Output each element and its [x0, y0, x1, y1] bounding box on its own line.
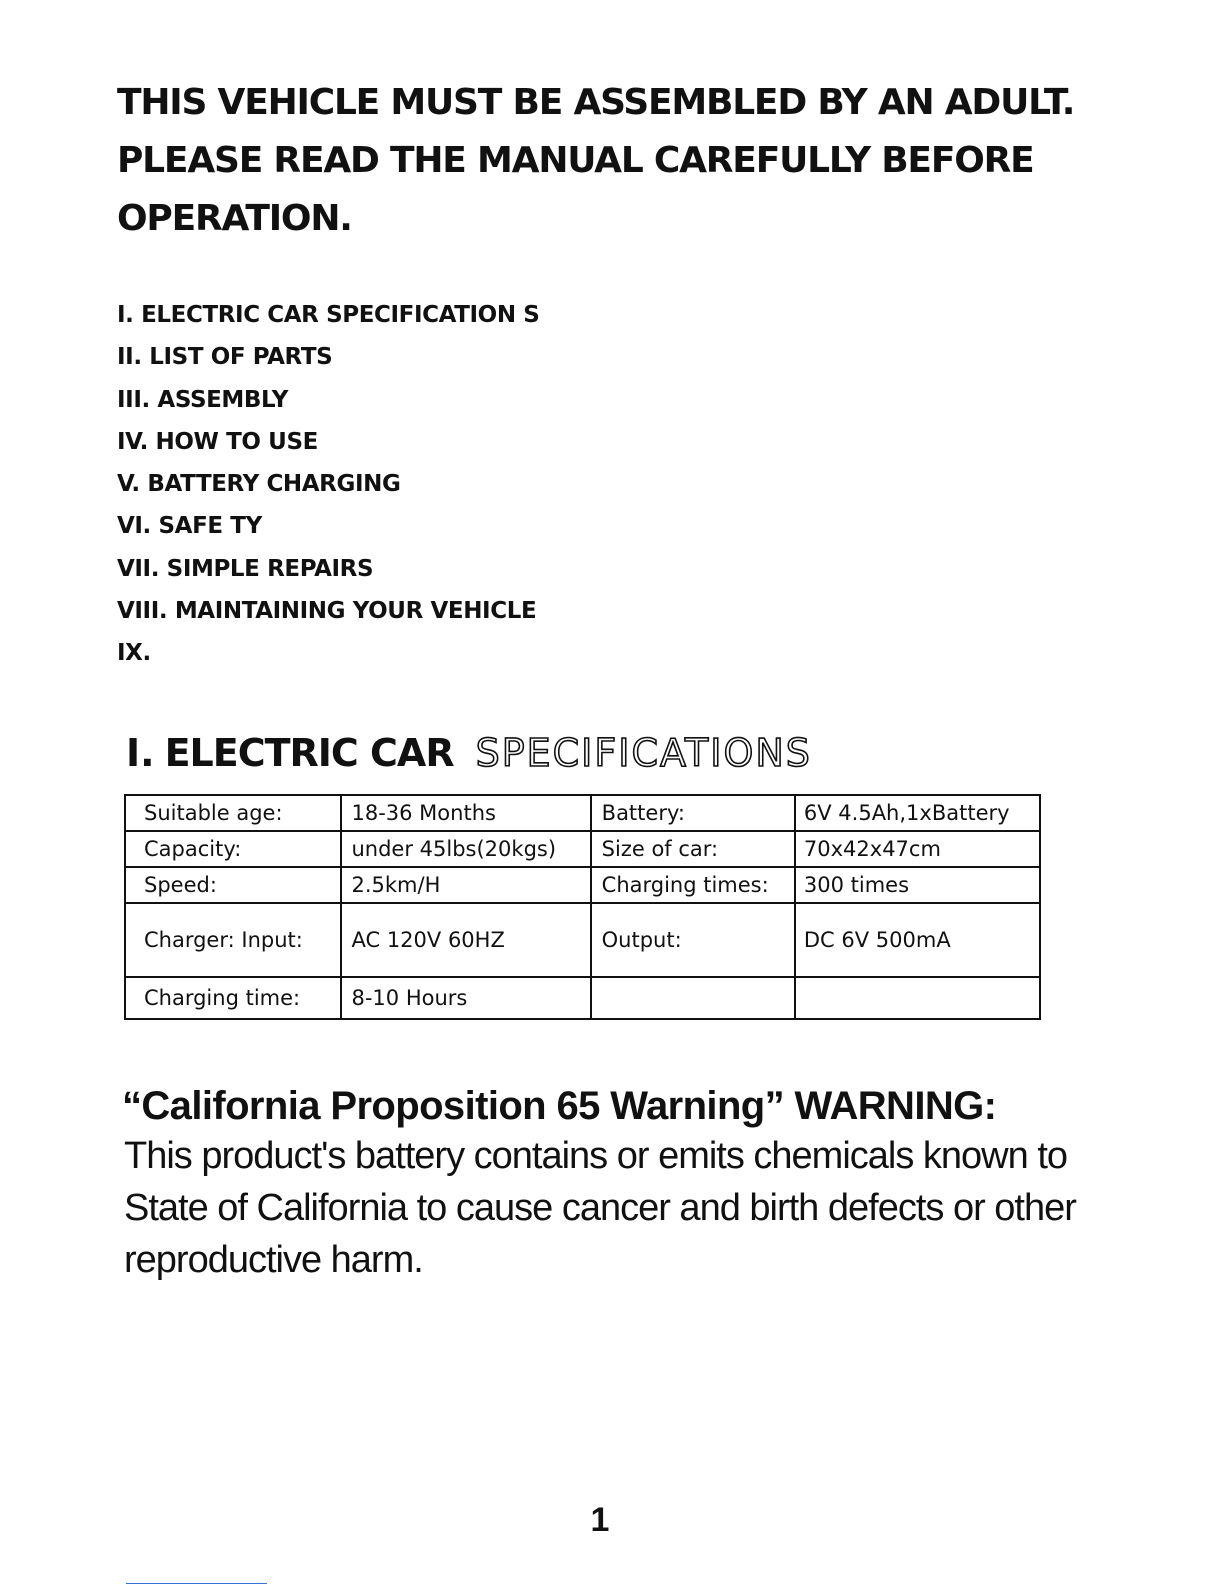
prop65-warning-title: “California Proposition 65 Warning” WARNING: — [122, 1084, 997, 1128]
section-number: I. — [126, 731, 155, 775]
warning-line-2: State of California to cause cancer and birth defects or other — [124, 1187, 1076, 1229]
table-cell: Speed: — [125, 867, 341, 903]
table-cell — [591, 977, 795, 1019]
toc-item: V. BATTERY CHARGING — [117, 471, 401, 498]
warning-line-3: reproductive harm. — [124, 1239, 423, 1281]
toc-item: VII. SIMPLE REPAIRS — [117, 555, 374, 582]
table-row — [125, 831, 1040, 867]
toc-item: I. ELECTRIC CAR SPECIFICATION S — [117, 302, 540, 328]
spec-table — [124, 794, 1041, 1020]
assembly-notice — [117, 74, 1117, 248]
notice-line-3: OPERATION. — [117, 198, 352, 239]
table-of-contents — [117, 294, 539, 675]
page-number: 1 — [590, 1501, 610, 1539]
table-cell: DC 6V 500mA — [795, 903, 1040, 977]
table-cell: Suitable age: — [125, 795, 341, 831]
warning-line-1: This product's battery contains or emits chemicals known to — [124, 1135, 1068, 1177]
notice-line-2: PLEASE READ THE MANUAL CAREFULLY BEFORE — [117, 140, 1034, 181]
table-cell: 18-36 Months — [341, 795, 590, 831]
toc-item: II. LIST OF PARTS — [117, 344, 333, 371]
section-heading — [126, 726, 812, 780]
section-title: ELECTRIC CAR — [164, 731, 454, 775]
notice-line-1: THIS VEHICLE MUST BE ASSEMBLED BY AN ADULT. — [117, 82, 1075, 123]
prop65-warning-text — [124, 1130, 1084, 1286]
table-cell: Size of car: — [591, 831, 795, 867]
table-cell: Battery: — [591, 795, 795, 831]
table-cell: Output: — [591, 903, 795, 977]
footer-rule — [126, 1583, 267, 1584]
toc-item: IX. — [117, 640, 151, 667]
table-cell: 70x42x47cm — [795, 831, 1040, 867]
table-cell: 2.5km/H — [341, 867, 590, 903]
section-title-outline: SPECIFICATIONS — [475, 731, 812, 775]
table-cell: Charger: Input: — [125, 903, 341, 977]
toc-item: VIII. MAINTAINING YOUR VEHICLE — [117, 598, 537, 625]
toc-item: III. ASSEMBLY — [117, 386, 288, 413]
table-row — [125, 795, 1040, 831]
table-cell: 6V 4.5Ah,1xBattery — [795, 795, 1040, 831]
table-cell: 300 times — [795, 867, 1040, 903]
table-row — [125, 977, 1040, 1019]
table-row — [125, 867, 1040, 903]
table-cell — [795, 977, 1040, 1019]
table-cell: under 45lbs(20kgs) — [341, 831, 590, 867]
toc-item: VI. SAFE TY — [117, 513, 262, 540]
table-cell: AC 120V 60HZ — [341, 903, 590, 977]
table-cell: 8-10 Hours — [341, 977, 590, 1019]
table-cell: Capacity: — [125, 831, 341, 867]
table-cell: Charging time: — [125, 977, 341, 1019]
toc-item: IV. HOW TO USE — [117, 428, 318, 455]
table-row — [125, 903, 1040, 977]
table-cell: Charging times: — [591, 867, 795, 903]
